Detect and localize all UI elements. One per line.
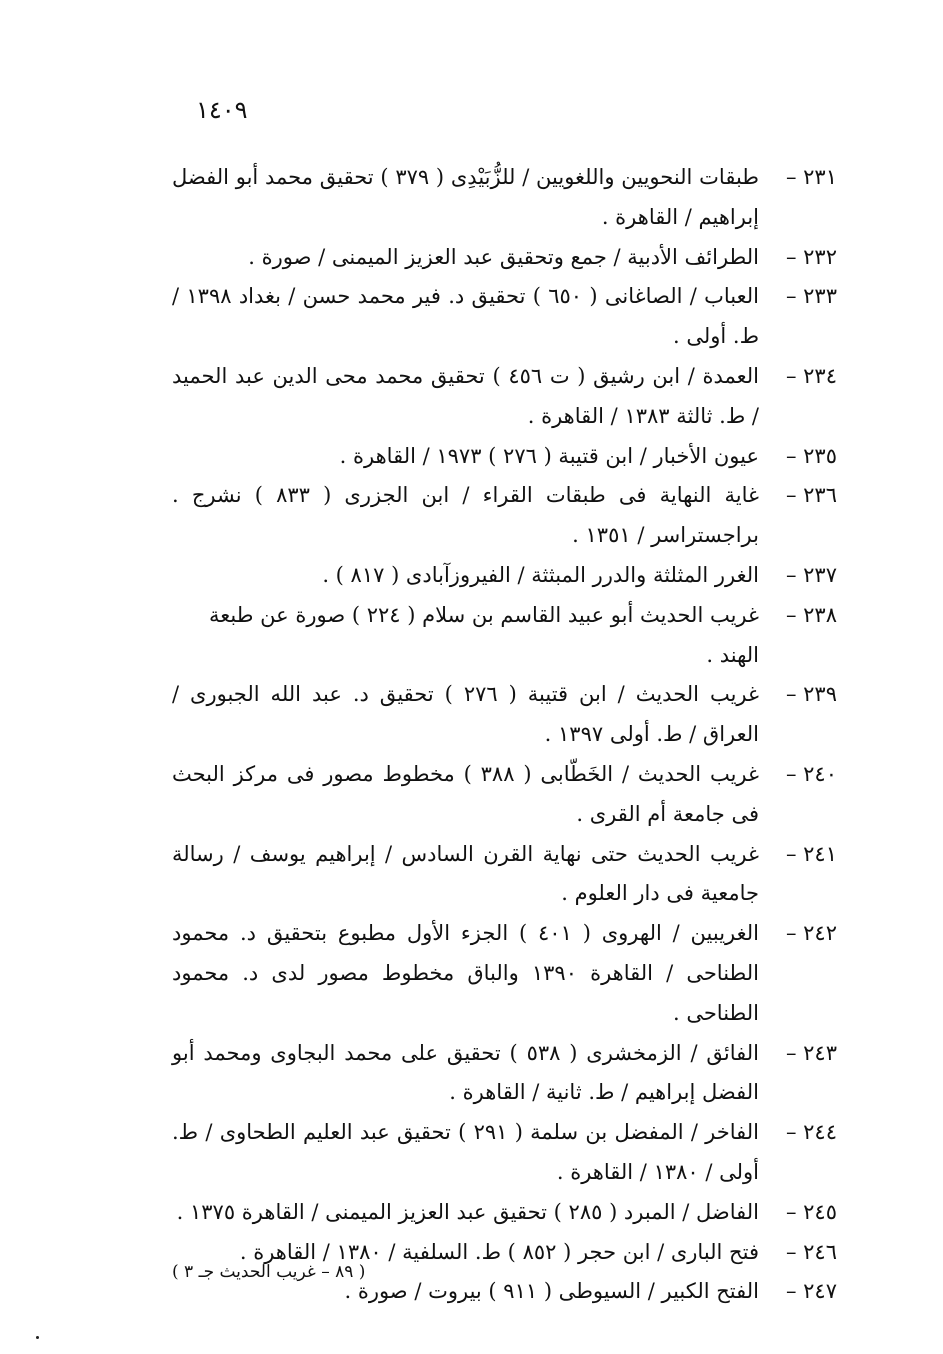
list-item (172, 277, 837, 357)
entry-number: ٢٣٧ – (785, 562, 837, 587)
list-item (172, 914, 837, 1033)
entry-text: غريب الحديث أبو عبيد القاسم بن سلام ( ٢٢٤ ) صورة عن طبعة الهند . (209, 602, 759, 667)
entry-text: عيون الأخبار / ابن قتيبة ( ٢٧٦ ) ١٩٧٣ / القاهرة . (339, 443, 759, 468)
list-item (172, 596, 837, 676)
entry-number: ٢٣٤ – (785, 363, 837, 388)
list-item (172, 158, 837, 238)
page-footer: ( ٨٩ – غريب الحديث جـ ٣ ) (172, 1262, 366, 1282)
entry-number: ٢٣٥ – (785, 443, 837, 468)
list-item (172, 835, 837, 915)
entry-number: ٢٤٢ – (785, 921, 837, 946)
entry-text: الفاخر / المفضل بن سلمة ( ٢٩١ ) تحقيق عبد العليم الطحاوى / ط. أولى / ١٣٨٠ / القاهرة . (172, 1120, 759, 1184)
entry-number: ٢٤٦ – (785, 1239, 837, 1264)
entry-text: الفاضل / المبرد ( ٢٨٥ ) تحقيق عبد العزيز الميمنى / القاهرة ١٣٧٥ . (176, 1199, 759, 1224)
entry-number: ٢٣٢ – (785, 244, 837, 269)
entry-number: ٢٤٥ – (785, 1199, 837, 1224)
entry-number: ٢٤٤ – (785, 1120, 837, 1145)
entry-number: ٢٤٧ – (785, 1279, 837, 1304)
entry-number: ٢٤٠ – (785, 761, 837, 786)
entry-text: غريب الحديث / ابن قتيبة ( ٢٧٦ ) تحقيق د. عبد الله الجبورى / العراق / ط. أولى ١٣٩٧ . (172, 682, 759, 747)
entry-text: العباب / الصاغانى ( ٦٥٠ ) تحقيق د. فير محمد حسن / بغداد ١٣٩٨ / ط. أولى . (172, 284, 759, 349)
entry-text: الفائق / الزمخشرى ( ٥٣٨ ) تحقيق على محمد البجاوى ومحمد أبو الفضل إبراهيم / ط. ثانية / القاهرة . (172, 1040, 759, 1105)
entry-text: الفتح الكبير / السيوطى ( ٩١١ ) بيروت / صورة . (344, 1279, 759, 1304)
bibliography-list (172, 158, 837, 1312)
entry-text: غاية النهاية فى طبقات القراء / ابن الجزرى ( ٨٣٣ ) نشرج . براجستراسر / ١٣٥١ . (172, 483, 759, 548)
entry-number: ٢٣٩ – (785, 682, 837, 707)
scan-mark (36, 1336, 39, 1339)
entry-text: الغرر المثلثة والدرر المبثثة / الفيروزآبادى ( ٨١٧ ) . (322, 562, 759, 587)
entry-text: الغريبين / الهروى ( ٤٠١ ) الجزء الأول مطبوع بتحقيق د. محمود الطناحى / القاهرة ١٣٩٠ والباق مخطوط مصور لدى د. محمود الطناحى . (172, 921, 759, 1025)
entry-text: غريب الحديث / الخَطّابى ( ٣٨٨ ) مخطوط مصور فى مركز البحث فى جامعة أم القرى . (172, 761, 760, 826)
entry-text: العمدة / ابن رشيق ( ت ٤٥٦ ) تحقيق محمد محى الدين عبد الحميد / ط. ثالثة ١٣٨٣ / القاهرة . (172, 363, 759, 428)
entry-number: ٢٣٨ – (785, 602, 837, 627)
entry-number: ٢٤٣ – (785, 1040, 837, 1065)
list-item (172, 437, 837, 477)
list-item (172, 1113, 837, 1193)
list-item (172, 476, 837, 556)
list-item (172, 1034, 837, 1114)
entry-number: ٢٤١ – (785, 841, 837, 866)
list-item (172, 556, 837, 596)
page-number: ١٤٠٩ (196, 96, 248, 124)
entry-number: ٢٣١ – (785, 165, 837, 189)
entry-text: فتح البارى / ابن حجر ( ٨٥٢ ) ط. السلفية / ١٣٨٠ / القاهرة . (239, 1239, 759, 1264)
entry-text: طبقات النحويين واللغويين / للزُّبَيْدِى ( ٣٧٩ ) تحقيق محمد أبو الفضل إبراهيم / القاهرة . (172, 165, 759, 229)
list-item (172, 675, 837, 755)
list-item (172, 1193, 837, 1233)
entry-text: غريب الحديث حتى نهاية القرن السادس / إبراهيم يوسف / رسالة جامعية فى دار العلوم . (172, 841, 759, 906)
entry-number: ٢٣٣ – (785, 284, 837, 309)
list-item (172, 238, 837, 278)
list-item (172, 755, 837, 835)
list-item (172, 357, 837, 437)
entry-text: الطرائف الأدبية / جمع وتحقيق عبد العزيز الميمنى / صورة . (248, 244, 759, 269)
entry-number: ٢٣٦ – (785, 483, 837, 508)
